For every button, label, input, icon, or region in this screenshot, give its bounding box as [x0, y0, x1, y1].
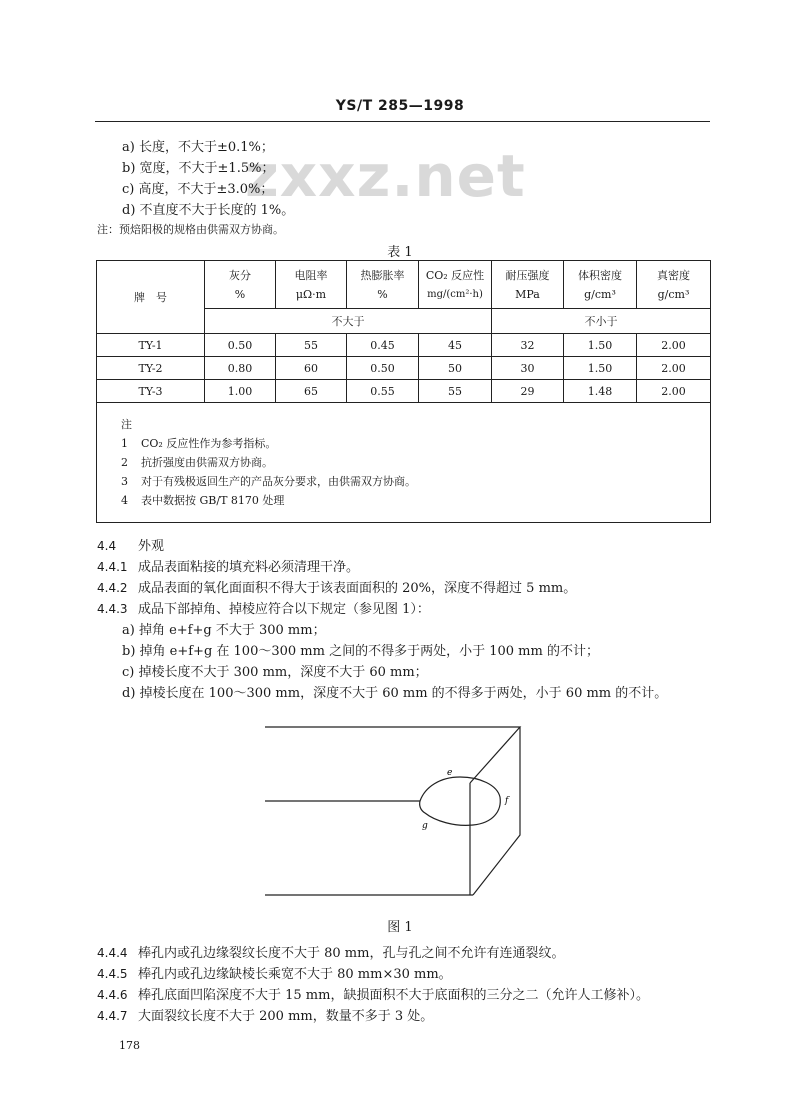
header-name: 热膨胀率 [360, 268, 405, 282]
header-name: 灰分 [229, 268, 251, 282]
clause-4-4-3-item-d: d) 掉棱长度在 100～300 mm，深度不大于 60 mm 的不得多于两处，小于 60 mm 的不计。 [122, 686, 668, 701]
header-unit: g/cm³ [584, 287, 616, 301]
clause-text: 棒孔内或孔边缘缺棱长乘宽不大于 80 mm×30 mm。 [138, 967, 452, 982]
header-name: 体积密度 [578, 268, 622, 282]
cell-brand: TY-3 [97, 380, 205, 403]
col-brand-header: 牌 号 [97, 261, 205, 334]
clause-text: 大面裂纹长度不大于 200 mm，数量不多于 3 处。 [138, 1009, 434, 1024]
clause-4-4-1 [97, 556, 359, 575]
label-e: e [447, 768, 453, 778]
header-name: 电阻率 [294, 268, 328, 282]
notes-title: 注 [121, 418, 132, 431]
section-title: 外观 [138, 539, 165, 554]
page-number: 178 [119, 1039, 140, 1052]
tolerance-length: a) 长度，不大于±0.1%； [122, 140, 274, 155]
col-strength-header [492, 261, 564, 309]
spec-table [96, 260, 711, 523]
header-unit: MPa [515, 287, 540, 301]
table-note [121, 472, 710, 491]
col-ash-header [205, 261, 276, 309]
figure-caption: 图 1 [387, 920, 413, 935]
chip-outline [420, 777, 501, 825]
clause-number: 4.4.5 [97, 967, 128, 981]
table-cell: 50 [419, 357, 492, 380]
section-heading-4-4 [97, 535, 164, 554]
cell-brand: TY-2 [97, 357, 205, 380]
table-cell: 0.45 [347, 334, 419, 357]
clause-number: 4.4.2 [97, 581, 128, 595]
header-name: 耐压强度 [505, 268, 550, 282]
header-unit: % [234, 287, 246, 301]
header-unit: μΩ·m [295, 287, 327, 301]
table-row [97, 357, 711, 380]
tolerance-width: b) 宽度，不大于±1.5%； [122, 161, 275, 176]
table-cell: 60 [276, 357, 347, 380]
clause-number: 4.4.1 [97, 560, 128, 574]
clause-text: 成品下部掉角、掉棱应符合以下规定（参见图 1）： [138, 602, 430, 617]
table-row [97, 380, 711, 403]
table-cell: 65 [276, 380, 347, 403]
spec-note: 注：预焙阳极的规格由供需双方协商。 [97, 223, 284, 236]
table-cell: 45 [419, 334, 492, 357]
table-cell: 2.00 [637, 334, 711, 357]
clause-4-4-3-item-c: c) 掉棱长度不大于 300 mm，深度不大于 60 mm； [122, 665, 428, 680]
header-unit: g/cm³ [657, 287, 690, 301]
clause-text: 成品表面粘接的填充料必须清理干净。 [138, 560, 360, 575]
table-notes-row [97, 403, 711, 523]
tolerance-height: c) 高度，不大于±3.0%； [122, 182, 274, 197]
clause-number: 4.4.4 [97, 946, 128, 960]
note-text: 表中数据按 GB/T 8170 处理 [141, 494, 285, 507]
clause-4-4-3-item-b: b) 掉角 e+f+g 在 100～300 mm 之间的不得多于两处，小于 100 mm 的不计； [122, 644, 599, 659]
table-cell: 32 [492, 334, 564, 357]
table-cell: 1.00 [205, 380, 276, 403]
table-cell: 0.80 [205, 357, 276, 380]
table-row [97, 334, 711, 357]
right-face-outline [473, 727, 520, 895]
table-cell: 55 [419, 380, 492, 403]
header-unit: % [377, 287, 388, 301]
clause-4-4-2 [97, 577, 576, 596]
note-number: 2 [121, 456, 128, 469]
header-rule [95, 121, 710, 122]
table-cell: 2.00 [637, 357, 711, 380]
clause-4-4-7 [97, 1005, 433, 1024]
table-cell: 2.00 [637, 380, 711, 403]
table-note [121, 434, 710, 453]
table-cell: 1.50 [564, 334, 637, 357]
header-unit: mg/(cm²·h) [427, 288, 483, 300]
note-number: 1 [121, 437, 128, 450]
note-text: 抗折强度由供需双方协商。 [141, 456, 273, 469]
cell-brand: TY-1 [97, 334, 205, 357]
table-header-row [97, 261, 711, 309]
standard-number-header: YS/T 285—1998 [335, 98, 465, 114]
clause-4-4-5 [97, 963, 452, 982]
table-cell: 30 [492, 357, 564, 380]
col-expansion-header [347, 261, 419, 309]
group-max-label: 不大于 [205, 309, 492, 334]
clause-number: 4.4.3 [97, 602, 128, 616]
table-note [121, 491, 710, 510]
tolerance-straightness: d) 不直度不大于长度的 1%。 [122, 203, 295, 218]
table-cell: 55 [276, 334, 347, 357]
table-notes [97, 403, 711, 523]
note-text: CO₂ 反应性作为参考指标。 [141, 437, 277, 450]
clause-text: 棒孔底面凹陷深度不大于 15 mm，缺损面积不大于底面积的三分之二（允许人工修补）。 [138, 988, 649, 1003]
label-g: g [422, 821, 428, 831]
table-cell: 1.48 [564, 380, 637, 403]
table-cell: 1.50 [564, 357, 637, 380]
section-number: 4.4 [97, 539, 117, 553]
table-cell: 0.50 [347, 357, 419, 380]
figure-1-anode-drawing [255, 715, 545, 905]
group-min-label: 不小于 [492, 309, 711, 334]
clause-number: 4.4.7 [97, 1009, 128, 1023]
note-number: 3 [121, 475, 128, 488]
watermark: zxxz.net [245, 142, 526, 210]
clause-4-4-6 [97, 984, 649, 1003]
clause-text: 棒孔内或孔边缘裂纹长度不大于 80 mm，孔与孔之间不允许有连通裂纹。 [138, 946, 565, 961]
clause-text: 成品表面的氧化面面积不得大于该表面面积的 20%，深度不得超过 5 mm。 [138, 581, 577, 596]
note-number: 4 [121, 494, 128, 507]
header-name: CO₂ 反应性 [425, 268, 485, 282]
clause-4-4-4 [97, 942, 564, 961]
label-f: f [505, 796, 509, 806]
col-co2-header [419, 261, 492, 309]
header-name: 真密度 [657, 268, 690, 282]
top-edge-line [265, 727, 520, 783]
table-cell: 29 [492, 380, 564, 403]
clause-number: 4.4.6 [97, 988, 128, 1002]
table-cell: 0.55 [347, 380, 419, 403]
table-caption: 表 1 [387, 245, 413, 260]
col-resistivity-header [276, 261, 347, 309]
col-true-density-header [637, 261, 711, 309]
clause-4-4-3-item-a: a) 掉角 e+f+g 不大于 300 mm； [122, 623, 326, 638]
table-note [121, 453, 710, 472]
note-text: 对于有残极返回生产的产品灰分要求，由供需双方协商。 [141, 475, 416, 488]
table-cell: 0.50 [205, 334, 276, 357]
clause-4-4-3 [97, 598, 430, 617]
col-bulk-density-header [564, 261, 637, 309]
